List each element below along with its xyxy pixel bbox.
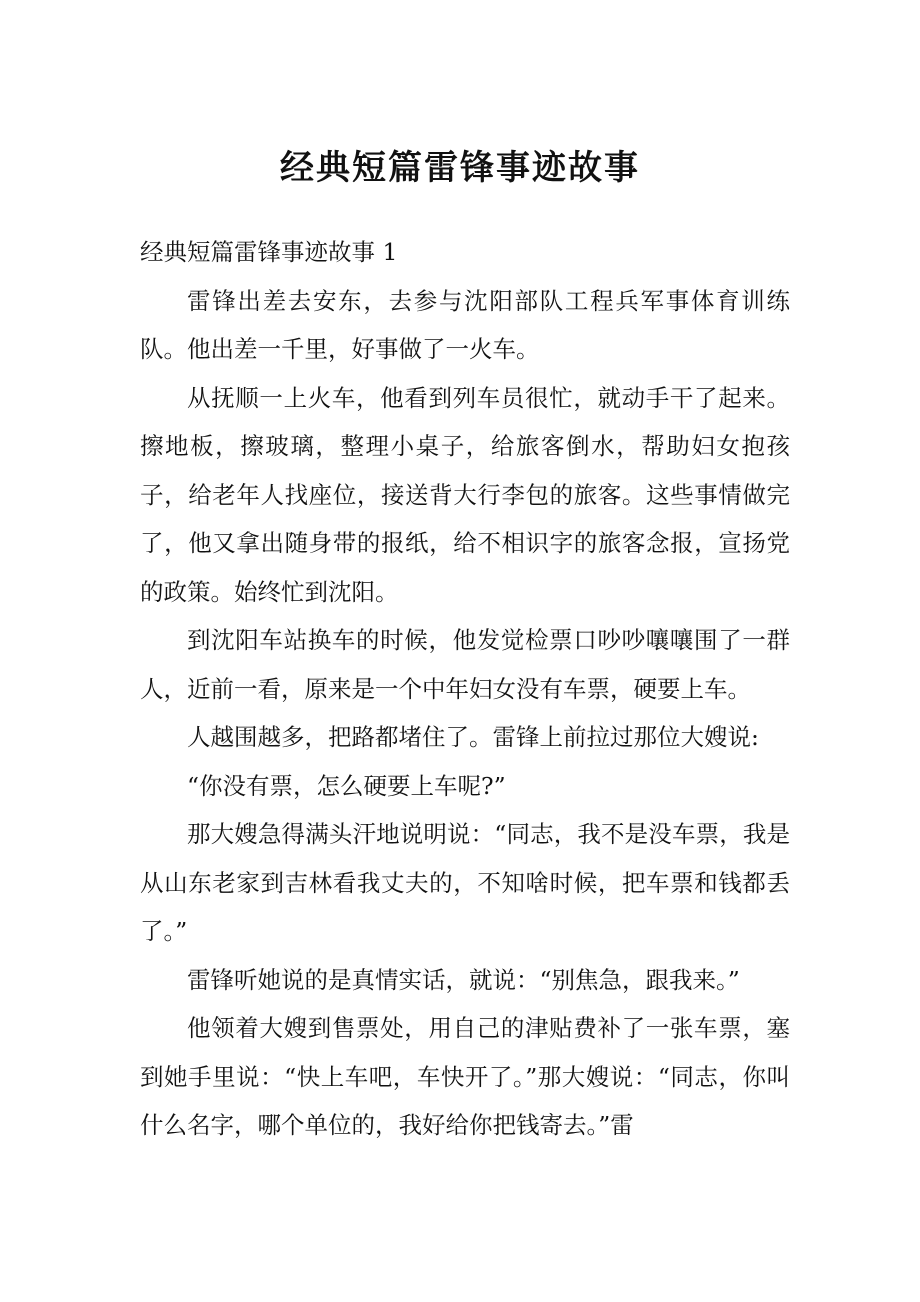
paragraph: 到沈阳车站换车的时候，他发觉检票口吵吵嚷嚷围了一群人，近前一看，原来是一个中年妇女没有车票，硬要上车。 <box>140 626 790 703</box>
paragraph: 从抚顺一上火车，他看到列车员很忙，就动手干了起来。擦地板，擦玻璃，整理小桌子，给旅客倒水，帮助妇女抱孩子，给老年人找座位，接送背大行李包的旅客。这些事情做完了，他又拿出随身带的报纸，给不相识字的旅客念报，宣扬党的政策。始终忙到沈阳。 <box>140 383 790 606</box>
paragraph: “你没有票，怎么硬要上车呢?” <box>187 771 506 800</box>
paragraph: 雷锋听她说的是真情实话，就说：“别焦急，跟我来。” <box>187 965 740 994</box>
paragraph: 他领着大嫂到售票处，用自己的津贴费补了一张车票，塞到她手里说：“快上车吧，车快开了。”那大嫂说：“同志，你叫什么名字，哪个单位的，我好给你把钱寄去。”雷 <box>140 1014 790 1139</box>
document-title: 经典短篇雷锋事迹故事 <box>280 148 640 188</box>
paragraph: 雷锋出差去安东，去参与沈阳部队工程兵军事体育训练队。他出差一千里，好事做了一火车。 <box>140 286 790 363</box>
document-body <box>140 228 790 1150</box>
paragraph: 那大嫂急得满头汗地说明说：“同志，我不是没车票，我是从山东老家到吉林看我丈夫的，不知啥时候，把车票和钱都丢了。” <box>140 820 790 945</box>
paragraph: 人越围越多，把路都堵住了。雷锋上前拉过那位大嫂说: <box>187 723 759 751</box>
section-heading: 经典短篇雷锋事迹故事 1 <box>140 238 398 266</box>
